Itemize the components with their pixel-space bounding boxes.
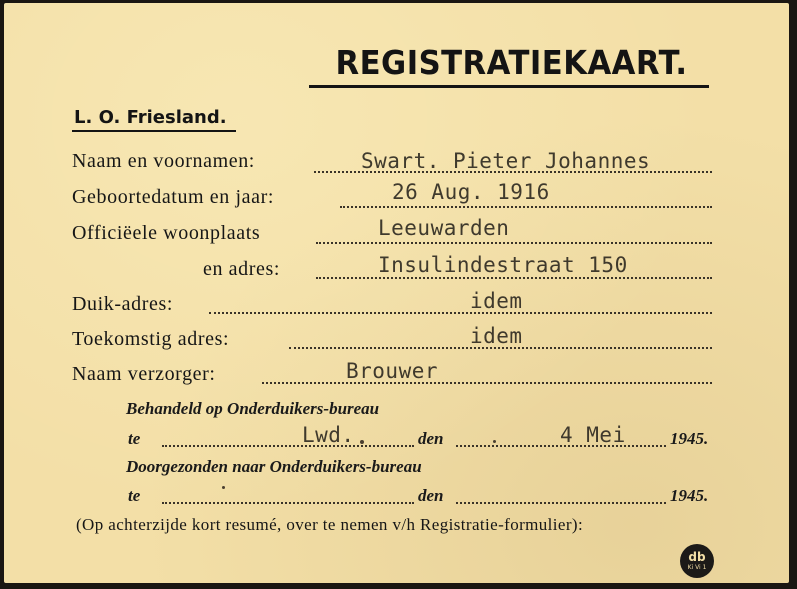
stamp-line1: db [688, 550, 706, 564]
field-name-value: Swart. Pieter Johannes [361, 149, 651, 173]
paper-speck [493, 440, 496, 443]
field-future-address-label: Toekomstig adres: [72, 328, 230, 350]
field-hiding-address-line [209, 312, 712, 314]
processed-place-value: Lwd. [302, 423, 355, 447]
forwarded-te-label: te [128, 486, 141, 505]
field-residence-label: Officiëele woonplaats [72, 222, 261, 244]
processed-den-label: den [418, 429, 444, 448]
forwarded-heading: Doorgezonden naar Onderduikers-bureau [126, 457, 422, 476]
stamp-line2: Ki Vi 1 [687, 564, 707, 571]
organization-label: L. O. Friesland. [74, 107, 227, 128]
field-name-label: Naam en voornamen: [72, 150, 255, 172]
field-caretaker-line [262, 382, 712, 384]
card-title: REGISTRATIEKAART. [335, 43, 688, 82]
processed-heading: Behandeld op Onderduikers-bureau [126, 399, 380, 418]
field-birthdate-line [340, 206, 712, 208]
forwarded-den-label: den [418, 486, 444, 505]
printer-mark-stamp [680, 544, 714, 578]
field-address-value: Insulindestraat 150 [378, 253, 628, 277]
organization-underline [72, 130, 236, 132]
field-hiding-address-value: idem [470, 289, 523, 313]
title-block [309, 43, 714, 88]
field-address-line [316, 277, 712, 279]
field-birthdate-label: Geboortedatum en jaar: [72, 186, 275, 208]
field-residence-line [316, 242, 712, 244]
field-address-label: en adres: [203, 258, 281, 280]
paper-speck [360, 440, 364, 444]
forwarded-year: 1945. [670, 486, 709, 505]
forwarded-place-line [162, 502, 414, 504]
field-future-address-value: idem [470, 324, 523, 348]
processed-te-label: te [128, 429, 141, 448]
processed-year: 1945. [670, 429, 709, 448]
field-birthdate-value: 26 Aug. 1916 [392, 180, 550, 204]
registration-card [4, 3, 789, 583]
title-underline [309, 85, 709, 88]
processed-place-line [162, 445, 414, 447]
forwarded-date-line [456, 502, 666, 504]
processed-date-value: 4 Mei [560, 423, 626, 447]
field-caretaker-value: Brouwer [346, 359, 439, 383]
paper-speck [222, 486, 225, 489]
field-caretaker-label: Naam verzorger: [72, 363, 216, 385]
field-residence-value: Leeuwarden [378, 216, 510, 240]
field-hiding-address-label: Duik-adres: [72, 293, 174, 315]
footer-note: (Op achterzijde kort resumé, over te nemen v/h Registratie-formulier): [76, 515, 584, 534]
